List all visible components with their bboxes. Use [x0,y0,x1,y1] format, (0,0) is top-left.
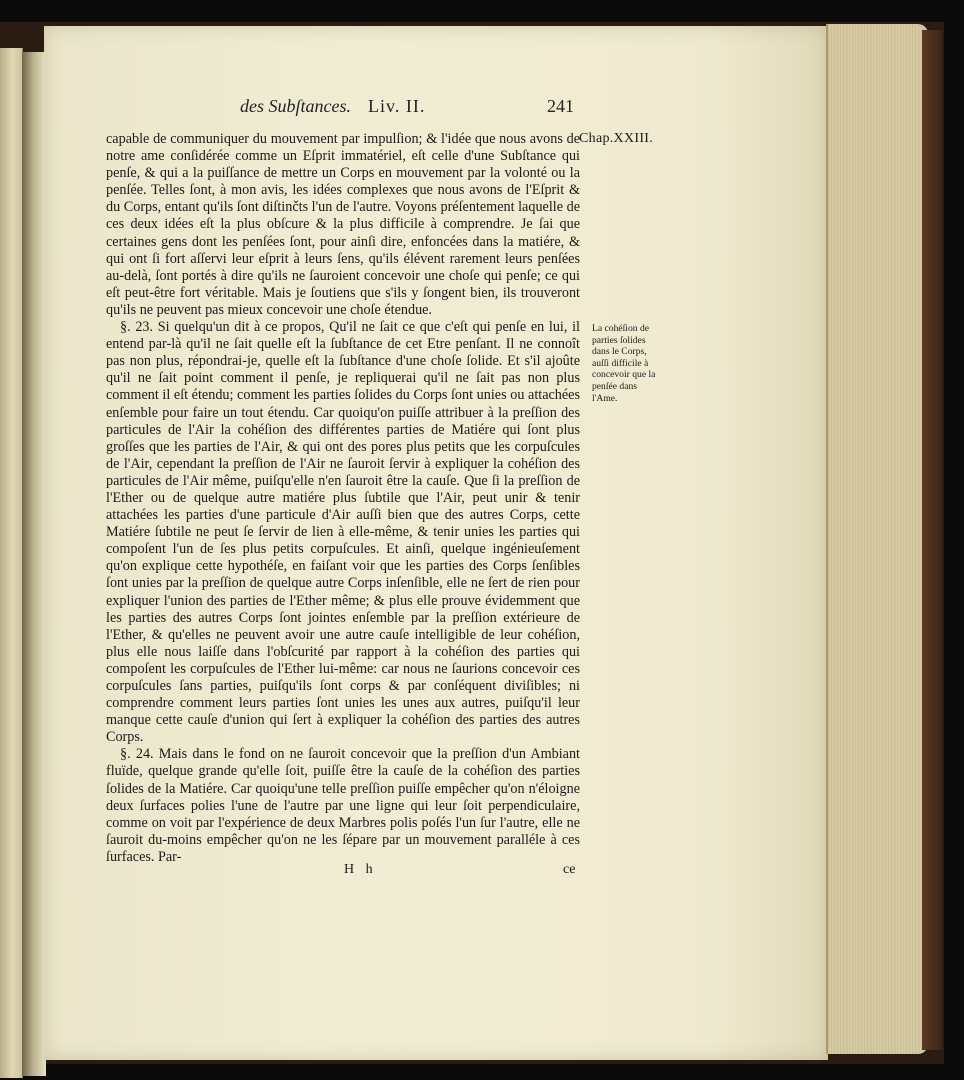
book-cover-edge [922,30,942,1050]
page-number: 241 [547,96,574,116]
left-page-edge [0,48,23,1078]
body-text [106,131,580,866]
catchword: ce [563,862,576,877]
margin-note: La cohéſion de parties ſolides dans le Corps, auſſi difficile à concevoir que la penſée dans l'Ame. [592,323,656,404]
page-header [240,96,580,120]
paragraph-section-23: §. 23. Si quelqu'un dit à ce propos, Qu'il ne ſait ce que c'eſt qui penſe en lui, il entend par-là qu'il ne ſait quelle eſt la ſubſtance de cet Etre penſant. Il ne connoît pas non plus, répondrai-je, quelle eſt la ſubſtance d'une choſe ſolide. Et s'il ajoûte qu'il ne ſait point comment il penſe, je repliquerai qu'il ne ſait pas non plus comment il eſt étendu; comment les parties ſolides du Corps ſont unies ou attachées enſemble pour faire un tout étendu. Car quoiqu'on puiſſe attribuer à la preſſion des particules de l'Air la cohéſion des différentes parties de Matiére qui ſont plus groſſes que les parties de l'Air, & qui ont des pores plus petits que les corpuſcules de l'Air, cependant la preſſion de l'Air ne ſauroit ſervir à expliquer la cohéſion des particules de l'Air même, puiſqu'elle n'en ſauroit être la cauſe. Que ſi la preſſion de l'Ether ou de quelque autre matiére plus ſubtile que l'Air, peut unir & tenir attachées les parties d'une particule d'Air auſſi bien que des autres Corps, cette Matiére ſubtile ne peut ſe ſervir de lien à elle-même, & tenir unies les parties qui compoſent l'un de ſes plus petits corpuſcules. Et ainſi, quelque ingénieuſement qu'on explique cette hypothéſe, en faiſant voir que les parties des Corps ſenſibles ſont unies par la preſſion de quelque autre Corps inſenſible, elle ne ſert de rien pour expliquer l'union des parties de l'Ether même; & plus elle prouve évidemment que les parties des autres Corps ſont jointes enſemble par la preſſion extérieure de l'Ether, & qu'elles ne peuvent avoir une autre cauſe intelligible de leur cohéſion, plus elle nous laiſſe dans l'obſcurité par rapport à la cohéſion des parties qui compoſent les corpuſcules de l'Ether lui-même: car nous ne ſaurions concevoir ces corpuſcules ſans parties, puiſqu'ils ſont corps & par conſéquent diviſibles; ni comprendre comment leurs parties ſont unies les unes aux autres, puiſqu'il leur manque cette cauſe d'union qui ſert à expliquer la cohéſion des parties des autres Corps. [106,319,580,746]
paragraph-section-24: §. 24. Mais dans le fond on ne ſauroit concevoir que la preſſion d'un Ambiant fluïde, quelque grande qu'elle ſoit, puiſſe être la cauſe de la cohéſion des parties ſolides de la Matiére. Car quoiqu'une telle preſſion puiſſe empêcher qu'on n'éloigne deux ſurfaces polies l'une de l'autre par une ligne qui leur ſoit perpendiculaire, comme on voit par l'expérience de deux Marbres polis poſés l'un ſur l'autre, elle ne ſauroit du-moins empêcher qu'on ne les ſépare par un mouvement paralléle à ces ſurfaces. Par- [106,746,580,865]
signature-mark: H h [344,862,377,877]
page-fore-edges [826,24,928,1054]
running-title: des Subſtances. [240,96,351,116]
book-reference: Liv. II. [368,96,426,116]
paragraph-continuation: capable de communiquer du mouvement par impulſion; & l'idée que nous avons de notre ame conſidérée comme un Eſprit immatériel, eſt celle d'une Subſtance qui penſe, & qui a la puiſſance de mettre un Corps en mouvement par la volonté ou la penſée. Telles ſont, à mon avis, les idées complexes que nous avons de l'Eſprit & du Corps, entant qu'ils ſont diſtinčts l'un de l'autre. Voyons préſentement laquelle de ces deux idées eſt la plus obſcure & la plus difficile à comprendre. Je ſai que certaines gens dont les penſées ſont, pour ainſi dire, enfoncées dans la matiére, & qui ont ſi fort aſſervi leur eſprit à leurs ſens, qu'ils élévent rarement leurs penſées au-delà, ſont portés à dire qu'ils ne ſauroient concevoir une choſe qui penſe; ce qui eſt peut-être fort véritable. Mais je ſoutiens que s'ils y ſongent bien, ils trouveront qu'ils ne peuvent pas mieux concevoir une choſe étendue. [106,131,580,318]
chapter-tag: Chap.XXIII. [579,131,654,146]
book-gutter [22,52,46,1076]
